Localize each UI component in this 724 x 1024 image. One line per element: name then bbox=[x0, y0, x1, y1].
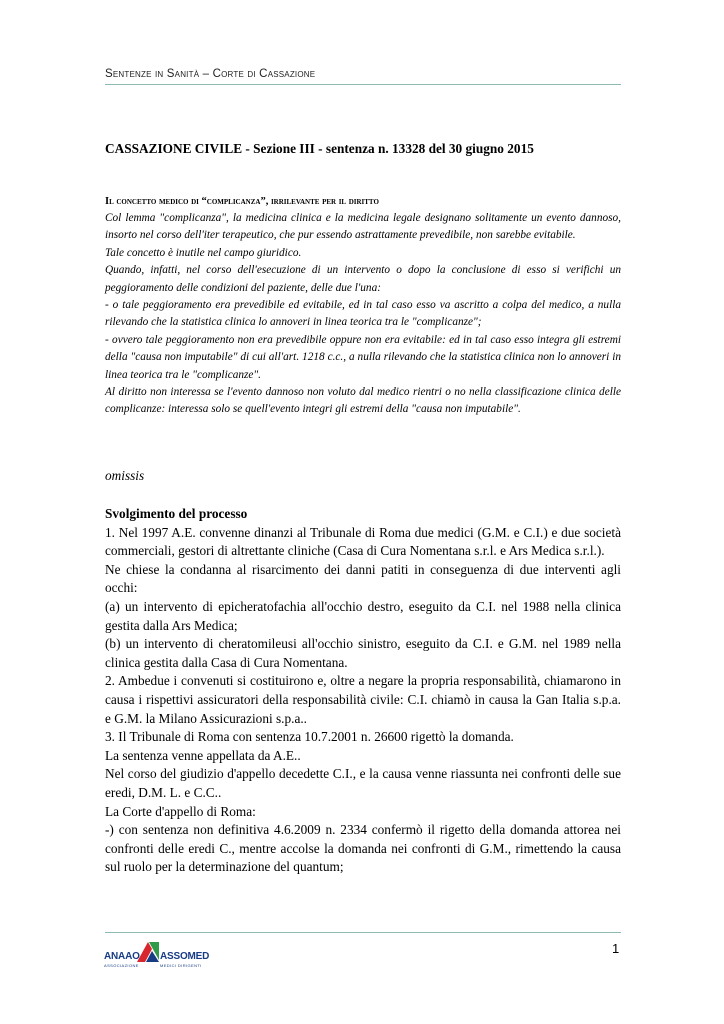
running-header bbox=[105, 68, 621, 85]
process-paragraph: La Corte d'appello di Roma: bbox=[105, 803, 256, 819]
logo-subtitle-right: MEDICI DIRIGENTI bbox=[160, 963, 202, 968]
process-paragraph: La sentenza venne appellata da A.E.. bbox=[105, 747, 301, 763]
process-paragraph: Nel corso del giudizio d'appello decedette C.I., e la causa venne riassunta nei confronti delle sue eredi, D.M. L. e C.C.. bbox=[105, 766, 621, 800]
process-paragraph: -) con sentenza non definitiva 4.6.2009 n. 2334 confermò il rigetto della domanda attorea nei confronti delle eredi C., mentre accolse la domanda nei confronti di G.M., rimettendo la causa sul ruolo per la determinazione del quantum; bbox=[105, 822, 621, 875]
header-divider bbox=[105, 84, 621, 85]
logo-subtitle-left: ASSOCIAZIONE bbox=[104, 963, 139, 968]
massima-paragraph: Col lemma "complicanza", la medicina clinica e la medicina legale designano solitamente un evento dannoso, insorto nel corso dell'iter terapeutico, che pur essendo astrattamente prevedibile, non sarebbe evitabile. bbox=[105, 212, 621, 242]
process-heading: Svolgimento del processo bbox=[105, 506, 248, 521]
logo-emblem-icon bbox=[137, 941, 159, 963]
footer-divider bbox=[105, 932, 621, 933]
anaao-assomed-logo bbox=[104, 941, 214, 971]
logo-word-left: ANAAO bbox=[104, 951, 140, 962]
process-paragraph: (a) un intervento di epicheratofachia all'occhio destro, eseguito da C.I. nel 1988 nella clinica gestita dalla Ars Medica; bbox=[105, 598, 621, 633]
process-paragraph: 3. Il Tribunale di Roma con sentenza 10.7.2001 n. 26600 rigettò la domanda. bbox=[105, 729, 514, 745]
massima-paragraph: - ovvero tale peggioramento non era prevedibile oppure non era evitabile: ed in tal caso esso integra gli estremi della "causa non imputabile" di cui all'art. 1218 c.c., a nulla rilevando che la statistica clinica non lo annoveri in linea teorica tra le "complicanze". bbox=[105, 333, 621, 381]
process-paragraph: 1. Nel 1997 A.E. convenne dinanzi al Tribunale di Roma due medici (G.M. e C.I.) e due società commerciali, gestori di altrettante cliniche (Casa di Cura Nomentana s.r.l. e Ars Medica s.r.l.). bbox=[105, 524, 621, 559]
omissis-label: omissis bbox=[105, 468, 145, 483]
massima-paragraph: Quando, infatti, nel corso dell'esecuzione di un intervento o dopo la conclusione di esso si verifichi un peggioramento delle condizioni del paziente, delle due l'una: bbox=[105, 264, 621, 294]
massima-section bbox=[105, 196, 621, 419]
page-number: 1 bbox=[612, 941, 620, 956]
massima-body bbox=[105, 210, 621, 419]
process-section bbox=[105, 505, 621, 877]
massima-paragraph: - o tale peggioramento era prevedibile ed evitabile, ed in tal caso esso va ascritto a colpa del medico, a nulla rilevando che la statistica clinica lo annoveri in linea teorica tra le "complicanze"; bbox=[105, 299, 621, 329]
massima-paragraph: Al diritto non interessa se l'evento dannoso non voluto dal medico rientri o no nella classificazione clinica delle complicanze: interessa solo se quell'evento integri gli estremi della "causa non imputabile". bbox=[105, 386, 621, 416]
running-title: Sentenze in Sanità – Corte di Cassazione bbox=[105, 68, 316, 80]
massima-heading: Il concetto medico di “complicanza”, irrilevante per il diritto bbox=[105, 196, 379, 207]
logo-word-right: ASSOMED bbox=[160, 951, 210, 962]
document-title: CASSAZIONE CIVILE - Sezione III - sentenza n. 13328 del 30 giugno 2015 bbox=[105, 141, 534, 156]
process-paragraph: 2. Ambedue i convenuti si costituirono e, oltre a negare la propria responsabilità, chiamarono in causa i rispettivi assicuratori della responsabilità civile: C.I. chiamò in causa la Gan Italia s.p.a. e G.M. la Milano Assicurazioni s.p.a.. bbox=[105, 673, 621, 726]
process-paragraph: (b) un intervento di cheratomileusi all'occhio sinistro, eseguito da C.I. e G.M. nel 1989 nella clinica gestita dalla Casa di Cura Nomentana. bbox=[105, 636, 621, 670]
process-paragraph: Ne chiese la condanna al risarcimento dei danni patiti in conseguenza di due interventi agli occhi: bbox=[105, 561, 621, 596]
massima-paragraph: Tale concetto è inutile nel campo giuridico. bbox=[105, 246, 302, 259]
process-body bbox=[105, 524, 621, 877]
